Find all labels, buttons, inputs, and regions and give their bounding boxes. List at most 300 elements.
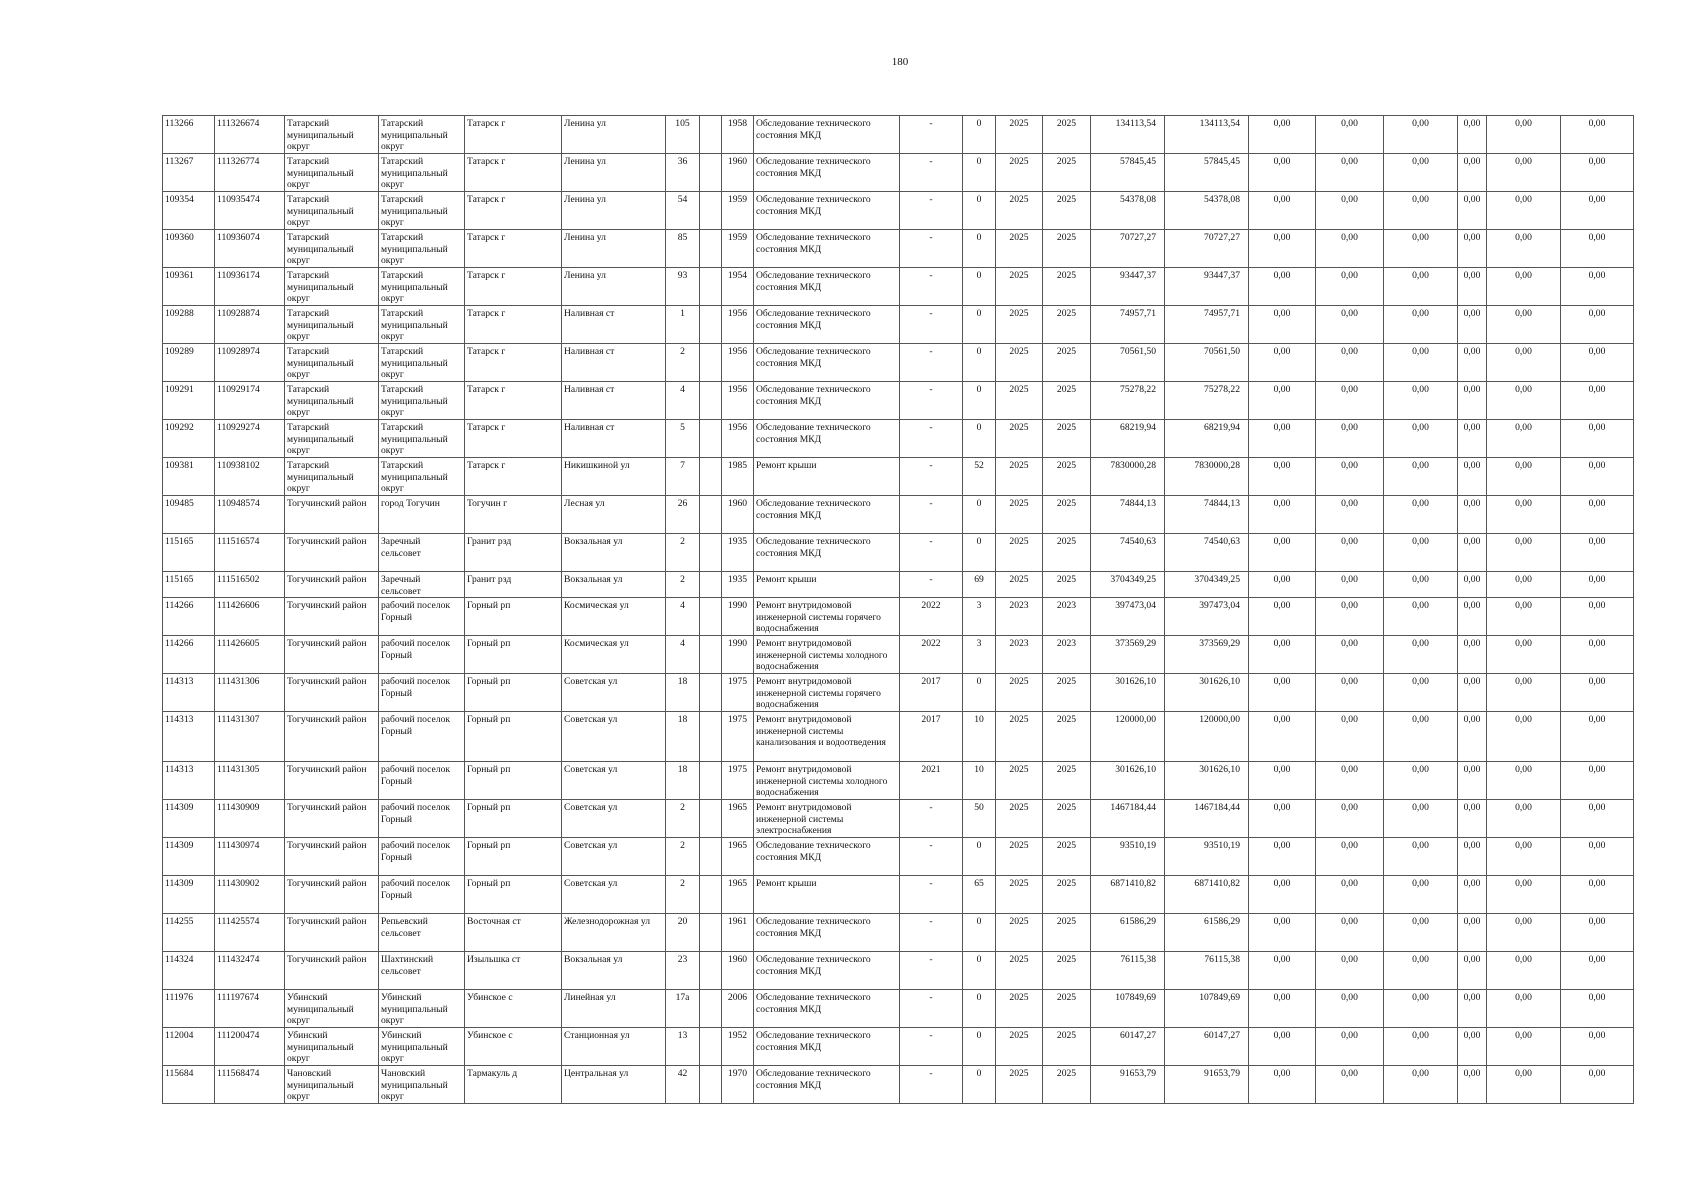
cost-budget-2-cell: 0,00 xyxy=(1316,712,1384,762)
street-cell: Наливная ст xyxy=(562,382,666,420)
table-row xyxy=(163,534,1634,572)
table-row xyxy=(163,990,1634,1028)
cost-budget-4-cell: 0,00 xyxy=(1458,712,1487,762)
building-cell xyxy=(700,268,722,306)
house-number-cell: 18 xyxy=(666,674,700,712)
plan-end-year-cell: 2025 xyxy=(1043,712,1091,762)
work-id-cell: 110929274 xyxy=(215,420,285,458)
house-number-cell: 2 xyxy=(666,876,700,914)
street-cell: Никишкиной ул xyxy=(562,458,666,496)
wear-percent-cell: 0 xyxy=(963,306,996,344)
fund-cost-cell: 70727,27 xyxy=(1165,230,1249,268)
cost-budget-6-cell: 0,00 xyxy=(1561,712,1634,762)
build-year-cell: 1959 xyxy=(722,230,754,268)
cost-budget-2-cell: 0,00 xyxy=(1316,674,1384,712)
last-repair-year-cell: - xyxy=(900,800,963,838)
build-year-cell: 1990 xyxy=(722,598,754,636)
building-cell xyxy=(700,990,722,1028)
plan-start-year-cell: 2025 xyxy=(996,268,1043,306)
cost-budget-4-cell: 0,00 xyxy=(1458,306,1487,344)
fund-cost-cell: 120000,00 xyxy=(1165,712,1249,762)
plan-start-year-cell: 2025 xyxy=(996,914,1043,952)
cost-budget-6-cell: 0,00 xyxy=(1561,382,1634,420)
house-number-cell: 18 xyxy=(666,712,700,762)
plan-end-year-cell: 2025 xyxy=(1043,116,1091,154)
house-number-cell: 7 xyxy=(666,458,700,496)
house-number-cell: 85 xyxy=(666,230,700,268)
plan-start-year-cell: 2025 xyxy=(996,496,1043,534)
cost-budget-2-cell: 0,00 xyxy=(1316,572,1384,598)
work-type-cell: Ремонт крыши xyxy=(754,876,900,914)
cost-budget-1-cell: 0,00 xyxy=(1249,762,1316,800)
locality-cell: Тогучин г xyxy=(465,496,562,534)
work-type-cell: Обследование технического состояния МКД xyxy=(754,230,900,268)
settlement-cell: Татарский муниципальный округ xyxy=(379,230,465,268)
locality-cell: Татарск г xyxy=(465,344,562,382)
total-cost-cell: 70561,50 xyxy=(1091,344,1165,382)
cost-budget-2-cell: 0,00 xyxy=(1316,192,1384,230)
house-number-cell: 2 xyxy=(666,344,700,382)
district-cell: Тогучинский район xyxy=(285,800,379,838)
plan-start-year-cell: 2025 xyxy=(996,306,1043,344)
cost-budget-2-cell: 0,00 xyxy=(1316,344,1384,382)
object-id-cell: 113267 xyxy=(163,154,215,192)
building-cell xyxy=(700,116,722,154)
plan-end-year-cell: 2025 xyxy=(1043,952,1091,990)
last-repair-year-cell: - xyxy=(900,344,963,382)
locality-cell: Татарск г xyxy=(465,458,562,496)
object-id-cell: 109291 xyxy=(163,382,215,420)
district-cell: Тогучинский район xyxy=(285,496,379,534)
street-cell: Ленина ул xyxy=(562,230,666,268)
plan-end-year-cell: 2025 xyxy=(1043,1066,1091,1104)
last-repair-year-cell: 2021 xyxy=(900,762,963,800)
object-id-cell: 112004 xyxy=(163,1028,215,1066)
build-year-cell: 1959 xyxy=(722,192,754,230)
work-id-cell: 111516574 xyxy=(215,534,285,572)
district-cell: Тогучинский район xyxy=(285,838,379,876)
wear-percent-cell: 10 xyxy=(963,762,996,800)
work-type-cell: Ремонт крыши xyxy=(754,458,900,496)
building-cell xyxy=(700,572,722,598)
cost-budget-1-cell: 0,00 xyxy=(1249,572,1316,598)
object-id-cell: 109360 xyxy=(163,230,215,268)
cost-budget-3-cell: 0,00 xyxy=(1384,838,1458,876)
cost-budget-3-cell: 0,00 xyxy=(1384,382,1458,420)
cost-budget-4-cell: 0,00 xyxy=(1458,458,1487,496)
plan-end-year-cell: 2025 xyxy=(1043,344,1091,382)
locality-cell: Восточная ст xyxy=(465,914,562,952)
cost-budget-5-cell: 0,00 xyxy=(1487,1028,1561,1066)
cost-budget-5-cell: 0,00 xyxy=(1487,876,1561,914)
work-id-cell: 111430974 xyxy=(215,838,285,876)
fund-cost-cell: 93510,19 xyxy=(1165,838,1249,876)
wear-percent-cell: 65 xyxy=(963,876,996,914)
total-cost-cell: 70727,27 xyxy=(1091,230,1165,268)
plan-end-year-cell: 2023 xyxy=(1043,636,1091,674)
building-cell xyxy=(700,420,722,458)
plan-end-year-cell: 2025 xyxy=(1043,306,1091,344)
object-id-cell: 114266 xyxy=(163,598,215,636)
wear-percent-cell: 3 xyxy=(963,598,996,636)
wear-percent-cell: 52 xyxy=(963,458,996,496)
plan-end-year-cell: 2025 xyxy=(1043,154,1091,192)
wear-percent-cell: 0 xyxy=(963,990,996,1028)
house-number-cell: 4 xyxy=(666,636,700,674)
total-cost-cell: 74844,13 xyxy=(1091,496,1165,534)
settlement-cell: Татарский муниципальный округ xyxy=(379,344,465,382)
house-number-cell: 42 xyxy=(666,1066,700,1104)
plan-start-year-cell: 2025 xyxy=(996,458,1043,496)
plan-start-year-cell: 2025 xyxy=(996,534,1043,572)
cost-budget-5-cell: 0,00 xyxy=(1487,572,1561,598)
build-year-cell: 1975 xyxy=(722,674,754,712)
build-year-cell: 1960 xyxy=(722,952,754,990)
work-id-cell: 110929174 xyxy=(215,382,285,420)
object-id-cell: 111976 xyxy=(163,990,215,1028)
building-cell xyxy=(700,712,722,762)
street-cell: Советская ул xyxy=(562,838,666,876)
plan-end-year-cell: 2025 xyxy=(1043,914,1091,952)
cost-budget-6-cell: 0,00 xyxy=(1561,344,1634,382)
total-cost-cell: 68219,94 xyxy=(1091,420,1165,458)
build-year-cell: 1956 xyxy=(722,382,754,420)
work-type-cell: Обследование технического состояния МКД xyxy=(754,990,900,1028)
last-repair-year-cell: - xyxy=(900,1066,963,1104)
cost-budget-1-cell: 0,00 xyxy=(1249,534,1316,572)
house-number-cell: 105 xyxy=(666,116,700,154)
locality-cell: Убинское с xyxy=(465,1028,562,1066)
fund-cost-cell: 74844,13 xyxy=(1165,496,1249,534)
cost-budget-1-cell: 0,00 xyxy=(1249,636,1316,674)
work-id-cell: 110936174 xyxy=(215,268,285,306)
cost-budget-2-cell: 0,00 xyxy=(1316,534,1384,572)
cost-budget-6-cell: 0,00 xyxy=(1561,192,1634,230)
cost-budget-6-cell: 0,00 xyxy=(1561,800,1634,838)
locality-cell: Изыльшка ст xyxy=(465,952,562,990)
table-row xyxy=(163,192,1634,230)
work-type-cell: Ремонт внутридомовой инженерной системы горячего водоснабжения xyxy=(754,598,900,636)
wear-percent-cell: 3 xyxy=(963,636,996,674)
fund-cost-cell: 57845,45 xyxy=(1165,154,1249,192)
table-row xyxy=(163,382,1634,420)
build-year-cell: 1961 xyxy=(722,914,754,952)
table-row xyxy=(163,876,1634,914)
building-cell xyxy=(700,344,722,382)
wear-percent-cell: 0 xyxy=(963,192,996,230)
cost-budget-1-cell: 0,00 xyxy=(1249,876,1316,914)
build-year-cell: 1970 xyxy=(722,1066,754,1104)
cost-budget-3-cell: 0,00 xyxy=(1384,344,1458,382)
object-id-cell: 115684 xyxy=(163,1066,215,1104)
cost-budget-6-cell: 0,00 xyxy=(1561,230,1634,268)
cost-budget-5-cell: 0,00 xyxy=(1487,952,1561,990)
settlement-cell: Убинский муниципальный округ xyxy=(379,990,465,1028)
fund-cost-cell: 74540,63 xyxy=(1165,534,1249,572)
cost-budget-1-cell: 0,00 xyxy=(1249,420,1316,458)
cost-budget-5-cell: 0,00 xyxy=(1487,458,1561,496)
cost-budget-6-cell: 0,00 xyxy=(1561,116,1634,154)
house-number-cell: 17а xyxy=(666,990,700,1028)
cost-budget-1-cell: 0,00 xyxy=(1249,914,1316,952)
last-repair-year-cell: - xyxy=(900,268,963,306)
plan-start-year-cell: 2025 xyxy=(996,674,1043,712)
district-cell: Тогучинский район xyxy=(285,534,379,572)
total-cost-cell: 3704349,25 xyxy=(1091,572,1165,598)
cost-budget-6-cell: 0,00 xyxy=(1561,572,1634,598)
cost-budget-6-cell: 0,00 xyxy=(1561,420,1634,458)
plan-end-year-cell: 2025 xyxy=(1043,420,1091,458)
street-cell: Лесная ул xyxy=(562,496,666,534)
district-cell: Тогучинский район xyxy=(285,914,379,952)
cost-budget-4-cell: 0,00 xyxy=(1458,192,1487,230)
street-cell: Линейная ул xyxy=(562,990,666,1028)
fund-cost-cell: 60147,27 xyxy=(1165,1028,1249,1066)
plan-start-year-cell: 2025 xyxy=(996,572,1043,598)
cost-budget-5-cell: 0,00 xyxy=(1487,154,1561,192)
last-repair-year-cell: - xyxy=(900,534,963,572)
work-type-cell: Обследование технического состояния МКД xyxy=(754,382,900,420)
locality-cell: Татарск г xyxy=(465,382,562,420)
work-id-cell: 111431307 xyxy=(215,712,285,762)
house-number-cell: 5 xyxy=(666,420,700,458)
last-repair-year-cell: 2022 xyxy=(900,598,963,636)
district-cell: Тогучинский район xyxy=(285,572,379,598)
district-cell: Тогучинский район xyxy=(285,674,379,712)
cost-budget-1-cell: 0,00 xyxy=(1249,268,1316,306)
object-id-cell: 113266 xyxy=(163,116,215,154)
street-cell: Советская ул xyxy=(562,876,666,914)
building-cell xyxy=(700,598,722,636)
fund-cost-cell: 107849,69 xyxy=(1165,990,1249,1028)
cost-budget-3-cell: 0,00 xyxy=(1384,458,1458,496)
house-number-cell: 2 xyxy=(666,838,700,876)
cost-budget-4-cell: 0,00 xyxy=(1458,382,1487,420)
work-type-cell: Обследование технического состояния МКД xyxy=(754,496,900,534)
work-type-cell: Обследование технического состояния МКД xyxy=(754,952,900,990)
cost-budget-4-cell: 0,00 xyxy=(1458,914,1487,952)
cost-budget-2-cell: 0,00 xyxy=(1316,382,1384,420)
cost-budget-5-cell: 0,00 xyxy=(1487,496,1561,534)
cost-budget-1-cell: 0,00 xyxy=(1249,192,1316,230)
house-number-cell: 93 xyxy=(666,268,700,306)
house-number-cell: 1 xyxy=(666,306,700,344)
plan-start-year-cell: 2025 xyxy=(996,990,1043,1028)
cost-budget-6-cell: 0,00 xyxy=(1561,534,1634,572)
last-repair-year-cell: - xyxy=(900,952,963,990)
district-cell: Тогучинский район xyxy=(285,712,379,762)
district-cell: Убинский муниципальный округ xyxy=(285,1028,379,1066)
fund-cost-cell: 7830000,28 xyxy=(1165,458,1249,496)
cost-budget-5-cell: 0,00 xyxy=(1487,598,1561,636)
settlement-cell: Татарский муниципальный округ xyxy=(379,268,465,306)
cost-budget-1-cell: 0,00 xyxy=(1249,230,1316,268)
cost-budget-5-cell: 0,00 xyxy=(1487,674,1561,712)
settlement-cell: город Тогучин xyxy=(379,496,465,534)
cost-budget-3-cell: 0,00 xyxy=(1384,598,1458,636)
cost-budget-5-cell: 0,00 xyxy=(1487,800,1561,838)
work-id-cell: 111326674 xyxy=(215,116,285,154)
settlement-cell: Шахтинский сельсовет xyxy=(379,952,465,990)
table-row xyxy=(163,572,1634,598)
build-year-cell: 1956 xyxy=(722,344,754,382)
total-cost-cell: 7830000,28 xyxy=(1091,458,1165,496)
district-cell: Татарский муниципальный округ xyxy=(285,420,379,458)
table-row xyxy=(163,712,1634,762)
wear-percent-cell: 10 xyxy=(963,712,996,762)
work-id-cell: 110935474 xyxy=(215,192,285,230)
last-repair-year-cell: - xyxy=(900,838,963,876)
cost-budget-3-cell: 0,00 xyxy=(1384,230,1458,268)
object-id-cell: 114309 xyxy=(163,876,215,914)
settlement-cell: рабочий поселок Горный xyxy=(379,712,465,762)
cost-budget-4-cell: 0,00 xyxy=(1458,674,1487,712)
house-number-cell: 4 xyxy=(666,382,700,420)
plan-start-year-cell: 2025 xyxy=(996,420,1043,458)
work-type-cell: Обследование технического состояния МКД xyxy=(754,268,900,306)
work-id-cell: 111197674 xyxy=(215,990,285,1028)
cost-budget-5-cell: 0,00 xyxy=(1487,382,1561,420)
building-cell xyxy=(700,1028,722,1066)
district-cell: Тогучинский район xyxy=(285,598,379,636)
wear-percent-cell: 0 xyxy=(963,268,996,306)
cost-budget-1-cell: 0,00 xyxy=(1249,990,1316,1028)
building-cell xyxy=(700,192,722,230)
building-cell xyxy=(700,636,722,674)
wear-percent-cell: 0 xyxy=(963,154,996,192)
work-id-cell: 110928874 xyxy=(215,306,285,344)
total-cost-cell: 120000,00 xyxy=(1091,712,1165,762)
work-id-cell: 111425574 xyxy=(215,914,285,952)
table-row xyxy=(163,914,1634,952)
wear-percent-cell: 69 xyxy=(963,572,996,598)
settlement-cell: Заречный сельсовет xyxy=(379,534,465,572)
work-id-cell: 110948574 xyxy=(215,496,285,534)
cost-budget-6-cell: 0,00 xyxy=(1561,1028,1634,1066)
settlement-cell: Заречный сельсовет xyxy=(379,572,465,598)
district-cell: Тогучинский район xyxy=(285,636,379,674)
table-row xyxy=(163,344,1634,382)
cost-budget-5-cell: 0,00 xyxy=(1487,344,1561,382)
last-repair-year-cell: 2017 xyxy=(900,712,963,762)
plan-end-year-cell: 2025 xyxy=(1043,496,1091,534)
building-cell xyxy=(700,534,722,572)
plan-start-year-cell: 2025 xyxy=(996,344,1043,382)
total-cost-cell: 74957,71 xyxy=(1091,306,1165,344)
cost-budget-4-cell: 0,00 xyxy=(1458,952,1487,990)
cost-budget-1-cell: 0,00 xyxy=(1249,458,1316,496)
wear-percent-cell: 0 xyxy=(963,230,996,268)
cost-budget-5-cell: 0,00 xyxy=(1487,838,1561,876)
cost-budget-2-cell: 0,00 xyxy=(1316,1028,1384,1066)
cost-budget-5-cell: 0,00 xyxy=(1487,230,1561,268)
work-type-cell: Обследование технического состояния МКД xyxy=(754,116,900,154)
table-row xyxy=(163,800,1634,838)
wear-percent-cell: 0 xyxy=(963,116,996,154)
cost-budget-1-cell: 0,00 xyxy=(1249,116,1316,154)
cost-budget-4-cell: 0,00 xyxy=(1458,838,1487,876)
plan-start-year-cell: 2025 xyxy=(996,762,1043,800)
cost-budget-1-cell: 0,00 xyxy=(1249,306,1316,344)
building-cell xyxy=(700,952,722,990)
object-id-cell: 109292 xyxy=(163,420,215,458)
total-cost-cell: 76115,38 xyxy=(1091,952,1165,990)
last-repair-year-cell: - xyxy=(900,306,963,344)
table-row xyxy=(163,116,1634,154)
total-cost-cell: 57845,45 xyxy=(1091,154,1165,192)
page-number: 180 xyxy=(891,56,909,68)
work-type-cell: Обследование технического состояния МКД xyxy=(754,838,900,876)
settlement-cell: рабочий поселок Горный xyxy=(379,876,465,914)
plan-end-year-cell: 2025 xyxy=(1043,674,1091,712)
work-type-cell: Обследование технического состояния МКД xyxy=(754,192,900,230)
fund-cost-cell: 54378,08 xyxy=(1165,192,1249,230)
cost-budget-2-cell: 0,00 xyxy=(1316,762,1384,800)
cost-budget-2-cell: 0,00 xyxy=(1316,1066,1384,1104)
fund-cost-cell: 68219,94 xyxy=(1165,420,1249,458)
cost-budget-1-cell: 0,00 xyxy=(1249,382,1316,420)
plan-end-year-cell: 2025 xyxy=(1043,990,1091,1028)
building-cell xyxy=(700,914,722,952)
cost-budget-6-cell: 0,00 xyxy=(1561,952,1634,990)
total-cost-cell: 60147,27 xyxy=(1091,1028,1165,1066)
cost-budget-5-cell: 0,00 xyxy=(1487,116,1561,154)
cost-budget-4-cell: 0,00 xyxy=(1458,762,1487,800)
locality-cell: Убинское с xyxy=(465,990,562,1028)
last-repair-year-cell: 2017 xyxy=(900,674,963,712)
object-id-cell: 114309 xyxy=(163,800,215,838)
fund-cost-cell: 3704349,25 xyxy=(1165,572,1249,598)
cost-budget-3-cell: 0,00 xyxy=(1384,192,1458,230)
house-number-cell: 20 xyxy=(666,914,700,952)
plan-end-year-cell: 2025 xyxy=(1043,382,1091,420)
cost-budget-4-cell: 0,00 xyxy=(1458,598,1487,636)
cost-budget-3-cell: 0,00 xyxy=(1384,420,1458,458)
cost-budget-6-cell: 0,00 xyxy=(1561,458,1634,496)
plan-end-year-cell: 2025 xyxy=(1043,534,1091,572)
work-type-cell: Ремонт внутридомовой инженерной системы холодного водоснабжения xyxy=(754,762,900,800)
building-cell xyxy=(700,876,722,914)
total-cost-cell: 91653,79 xyxy=(1091,1066,1165,1104)
locality-cell: Горный рп xyxy=(465,762,562,800)
settlement-cell: Татарский муниципальный округ xyxy=(379,154,465,192)
cost-budget-2-cell: 0,00 xyxy=(1316,420,1384,458)
build-year-cell: 1935 xyxy=(722,534,754,572)
cost-budget-3-cell: 0,00 xyxy=(1384,534,1458,572)
plan-start-year-cell: 2025 xyxy=(996,192,1043,230)
district-cell: Татарский муниципальный округ xyxy=(285,154,379,192)
cost-budget-5-cell: 0,00 xyxy=(1487,534,1561,572)
total-cost-cell: 107849,69 xyxy=(1091,990,1165,1028)
total-cost-cell: 54378,08 xyxy=(1091,192,1165,230)
cost-budget-6-cell: 0,00 xyxy=(1561,762,1634,800)
locality-cell: Татарск г xyxy=(465,420,562,458)
work-id-cell: 110936074 xyxy=(215,230,285,268)
work-type-cell: Ремонт внутридомовой инженерной системы электроснабжения xyxy=(754,800,900,838)
work-type-cell: Обследование технического состояния МКД xyxy=(754,154,900,192)
cost-budget-6-cell: 0,00 xyxy=(1561,838,1634,876)
build-year-cell: 1956 xyxy=(722,306,754,344)
table-row xyxy=(163,1066,1634,1104)
cost-budget-6-cell: 0,00 xyxy=(1561,674,1634,712)
cost-budget-4-cell: 0,00 xyxy=(1458,154,1487,192)
cost-budget-1-cell: 0,00 xyxy=(1249,598,1316,636)
street-cell: Советская ул xyxy=(562,762,666,800)
wear-percent-cell: 0 xyxy=(963,674,996,712)
cost-budget-6-cell: 0,00 xyxy=(1561,636,1634,674)
cost-budget-5-cell: 0,00 xyxy=(1487,192,1561,230)
district-cell: Убинский муниципальный округ xyxy=(285,990,379,1028)
